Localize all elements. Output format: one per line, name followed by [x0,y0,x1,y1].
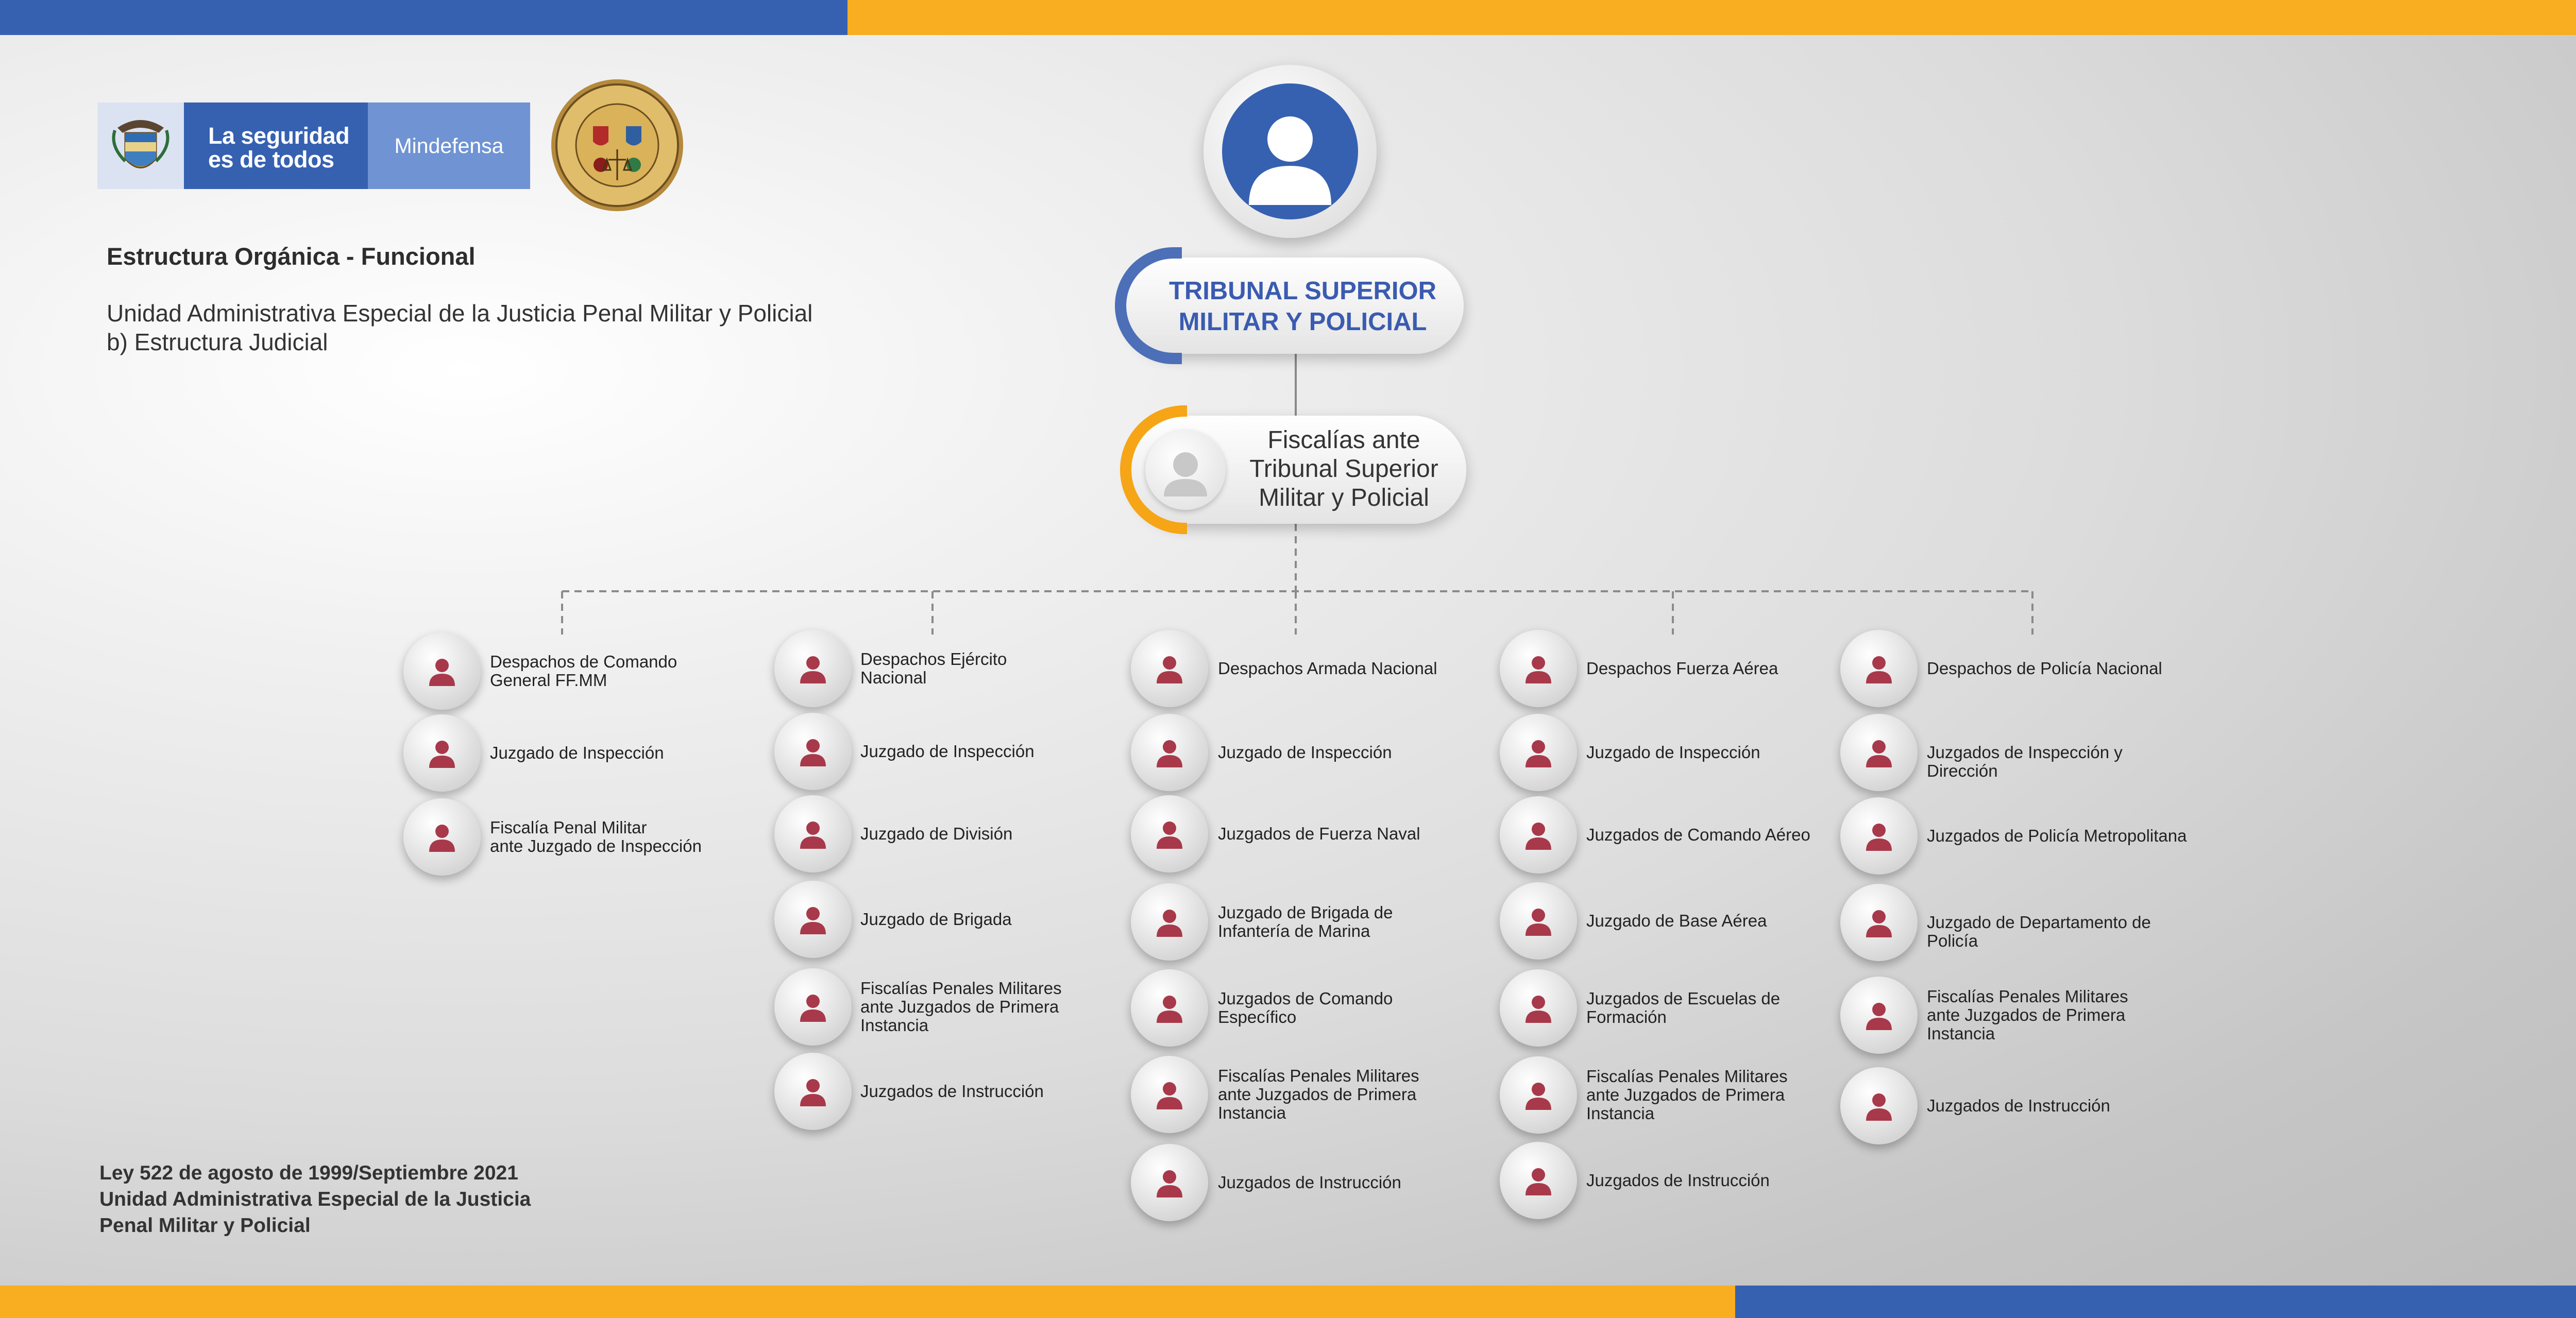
unit-label-line: Juzgados de Fuerza Naval [1218,824,1420,843]
person-icon [796,817,830,851]
unit-label-line: Fiscalías Penales Militares [1586,1067,1788,1086]
unit-label [1218,903,1486,940]
person-icon [1145,430,1226,510]
unit-label [860,910,1128,929]
unit-label [860,825,1128,843]
unit-avatar [774,713,852,790]
unit-label-line: General FF.MM [490,671,607,690]
person-icon [1153,905,1187,939]
unit-label-line: Juzgado de Inspección [860,742,1035,761]
unit-avatar [1840,977,1918,1054]
unit-label-line: Juzgado de Inspección [1586,743,1760,762]
unit-label-line: Juzgados de Escuelas de [1586,989,1781,1008]
unit-avatar [403,714,481,792]
subtitle-line-2: b) Estructura Judicial [107,329,328,355]
unit-avatar [1500,1142,1577,1219]
second-label: Fiscalías ante Tribunal Superior Militar y Policial [1249,426,1438,511]
unit-label-line: Juzgados de Policía Metropolitana [1927,826,2187,845]
unit-avatar [403,798,481,876]
unit-label-line: Juzgado de Inspección [490,743,664,762]
unit-avatar [1840,714,1918,791]
unit-label [1927,1097,2195,1115]
person-icon [1521,1078,1555,1112]
person-icon [425,736,459,770]
root-label: TRIBUNAL SUPERIOR MILITAR Y POLICIAL [1168,277,1437,336]
unit-label [1927,827,2195,845]
root-avatar [1204,65,1377,238]
unit-label-line: Despachos Armada Nacional [1218,659,1437,678]
unit-label-line: Juzgado de Departamento de Policía [1927,913,2151,950]
node-fiscalias-tribunal [1131,416,1466,524]
person-icon [1521,818,1555,852]
person-icon [1521,904,1555,938]
unit-label [1218,659,1486,678]
unit-label-line: ante Juzgado de Inspección [490,836,702,855]
person-icon [1222,83,1358,219]
unit-label [860,650,1128,687]
unit-label-line: Instancia [1586,1104,1655,1123]
unit-avatar [774,881,852,958]
unit-label-line: Despachos de Comando [490,652,677,671]
unit-label [1218,1067,1486,1122]
unit-label [1586,1171,1854,1190]
unit-label-line: Juzgado de Base Aérea [1586,911,1767,930]
unit-label-line: Juzgado de Inspección [1218,743,1392,762]
unit-avatar [1500,1056,1577,1134]
person-icon [425,820,459,854]
person-icon [796,734,830,768]
unit-label-line: Fiscalías Penales Militares [1927,987,2128,1006]
unit-avatar [1131,714,1208,791]
subtitle-line-1: Unidad Administrativa Especial de la Justicia Penal Militar y Policial [107,300,813,327]
unit-label-line: Infantería de Marina [1218,921,1370,940]
person-icon [1153,735,1187,769]
unit-avatar [774,795,852,872]
unit-avatar [1500,969,1577,1047]
unit-label [1586,659,1854,678]
node-tribunal-superior [1126,258,1464,354]
unit-label [860,742,1128,761]
unit-avatar [1131,1056,1208,1133]
person-icon [1153,817,1187,851]
unit-label-line: Instancia [860,1016,929,1035]
unit-label-line: ante Juzgados de Primera [1218,1085,1417,1104]
unit-label-line: Juzgados de Instrucción [860,1082,1044,1101]
person-icon [1521,735,1555,769]
unit-label-line: Despachos Fuerza Aérea [1586,659,1778,678]
person-icon [1153,652,1187,686]
unit-label [490,818,758,855]
unit-label-line: Nacional [860,668,927,687]
unit-avatar [1131,630,1208,707]
unit-label [1927,913,2195,950]
unit-label-line: ante Juzgados de Primera [860,997,1059,1016]
unit-avatar [1840,797,1918,875]
unit-label-line: Juzgados de Instrucción [1586,1171,1770,1190]
person-icon [796,990,830,1024]
logo-entity: Mindefensa [368,102,530,189]
unit-avatar [1840,1067,1918,1144]
unit-label-line: Fiscalías Penales Militares [1218,1066,1419,1085]
unit-label [1218,1173,1486,1192]
person-icon [1862,1089,1896,1123]
unit-avatar [1500,714,1577,791]
unit-avatar [1500,630,1577,707]
unit-label-line: Formación [1586,1007,1667,1026]
unit-label [1218,825,1486,843]
person-icon [1862,652,1896,686]
unit-label [1927,743,2195,780]
unit-label-line: Juzgado de Brigada de [1218,903,1393,922]
unit-label-line: ante Juzgados de Primera [1586,1085,1785,1104]
person-icon [796,1074,830,1108]
unit-avatar [1131,1144,1208,1221]
legal-line-1: Ley 522 de agosto de 1999/Septiembre 2021 [99,1162,518,1184]
unit-label-line: Juzgado de División [860,824,1013,843]
person-icon [1862,819,1896,853]
unit-avatar [1500,882,1577,960]
unit-avatar [1840,630,1918,707]
person-icon [1862,905,1896,939]
person-icon [1153,1077,1187,1111]
unit-label [860,1082,1128,1101]
person-icon [1521,652,1555,686]
unit-label-line: Despachos de Policía Nacional [1927,659,2162,678]
unit-label [1927,659,2195,678]
unit-label [860,979,1128,1035]
unit-avatar [1131,795,1208,872]
unit-label-line: Fiscalía Penal Militar [490,818,647,837]
person-icon [425,654,459,688]
unit-avatar [1840,884,1918,961]
unit-avatar [403,632,481,710]
unit-label-line: Instancia [1927,1024,1995,1043]
unit-label [1218,989,1486,1026]
legal-line-3: Penal Militar y Policial [99,1214,311,1237]
unit-avatar [774,968,852,1046]
unit-label-line: Juzgados de Comando [1218,989,1393,1008]
unit-label-line: Juzgados de Comando Aéreo [1586,825,1810,844]
unit-label [490,653,758,690]
unit-label-line: Juzgados de Instrucción [1927,1096,2110,1115]
person-icon [796,652,830,686]
unit-label [1586,826,1854,844]
person-icon [1862,998,1896,1032]
person-icon [1521,1163,1555,1197]
unit-avatar [1500,796,1577,874]
unit-label-line: ante Juzgados de Primera [1927,1005,2126,1024]
unit-label [1586,743,1854,762]
logo-tagline: La seguridad es de todos [208,123,350,173]
unit-label-line: Juzgado de Brigada [860,910,1012,929]
unit-avatar [774,630,852,707]
unit-label-line: Despachos Ejército [860,649,1007,669]
unit-avatar [1131,883,1208,961]
unit-label-line: Instancia [1218,1103,1286,1122]
unit-label [1586,912,1854,930]
person-icon [1862,735,1896,769]
person-icon [1153,991,1187,1025]
person-icon [796,902,830,936]
unit-label [1218,743,1486,762]
unit-label-line: Fiscalías Penales Militares [860,979,1062,998]
person-icon [1521,991,1555,1025]
unit-label [490,744,758,762]
legal-line-2: Unidad Administrativa Especial de la Justicia [99,1188,531,1210]
unit-avatar [774,1053,852,1130]
unit-label-line: Juzgados de Inspección y Dirección [1927,743,2123,780]
unit-label [1927,987,2195,1043]
unit-avatar [1131,969,1208,1047]
unit-label-line: Específico [1218,1007,1297,1026]
page-title: Estructura Orgánica - Funcional [107,243,476,270]
unit-label [1586,989,1854,1026]
person-icon [1153,1166,1187,1200]
unit-label-line: Juzgados de Instrucción [1218,1173,1401,1192]
unit-label [1586,1067,1854,1123]
